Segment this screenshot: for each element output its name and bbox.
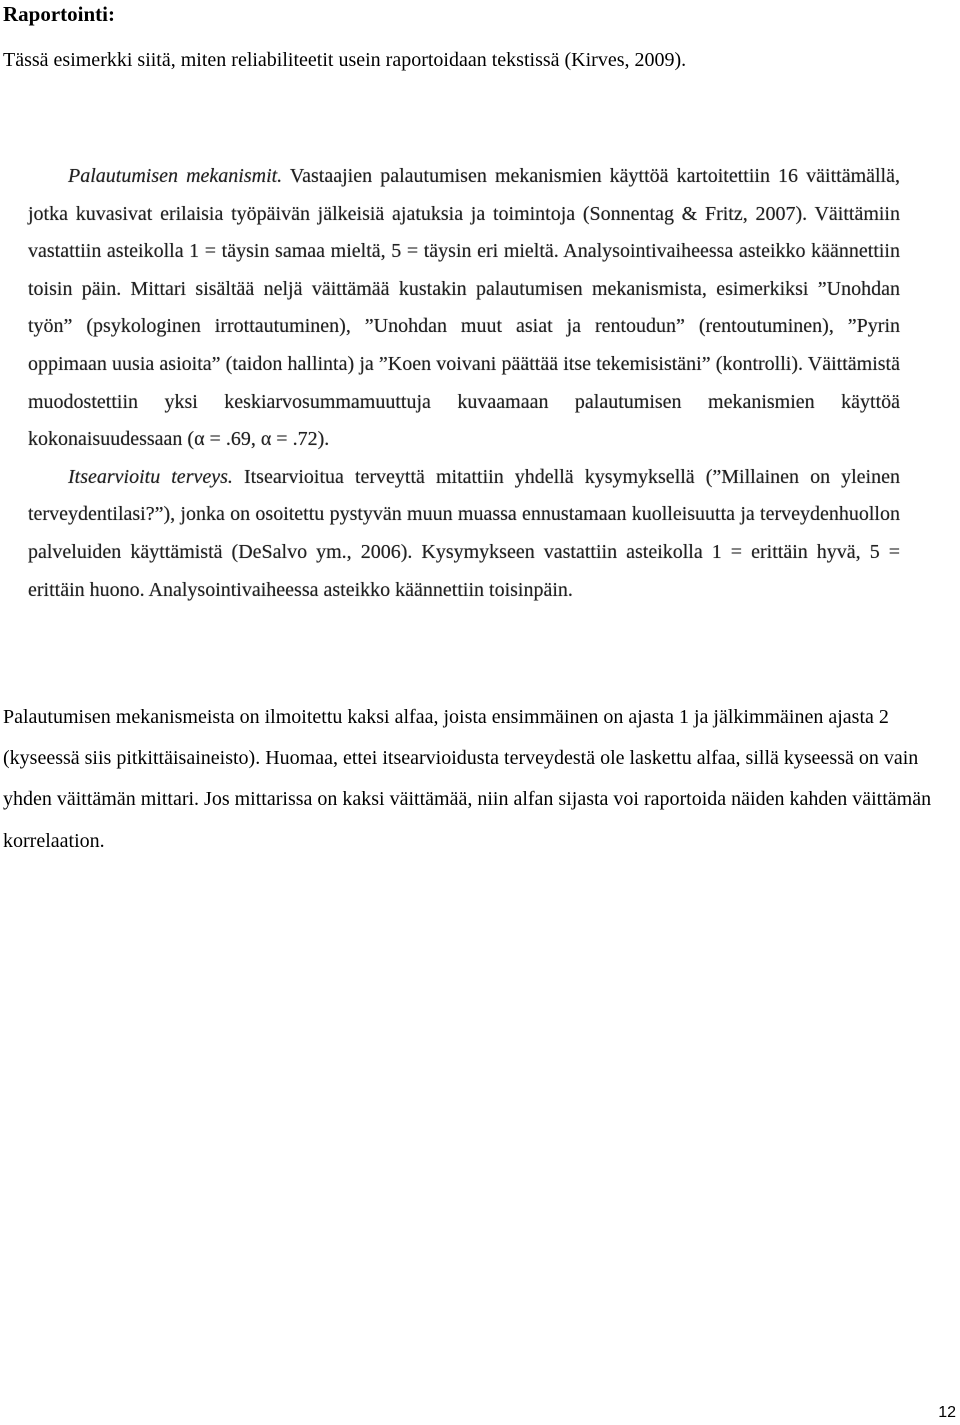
excerpt-lead-self-rated-health: Itsearvioitu terveys. xyxy=(68,465,233,488)
excerpt-lead-recovery-mechanisms: Palautumisen mekanismit. xyxy=(68,165,283,187)
page-number: 12 xyxy=(938,1404,956,1421)
explanation-paragraph: Palautumisen mekanismeista on ilmoitettu kaksi alfaa, joista ensimmäinen on ajasta 1 ja jälkimmäinen ajasta 2 (kyseessä siis pitkittäisaineisto). Huomaa, ettei itsearvioidusta terveydestä ole laskettu alfaa, sillä kyseessä on vain yhden väittämän mittari. Jos mittarissa on kaksi väittämää, niin alfan sijasta voi raportoida näiden kahden väittämän korrelaation. xyxy=(3,706,932,852)
intro-paragraph: Tässä esimerkki siitä, miten reliabiliteetit usein raportoidaan tekstissä (Kirves, 2009). xyxy=(3,49,687,71)
excerpt-paragraph-recovery-mechanisms xyxy=(28,158,900,459)
excerpt-text-recovery-mechanisms: Vastaajien palautumisen mekanismien käyttöä kartoitettiin 16 väittämällä, jotka kuvasivat erilaisia työpäivän jälkeisiä ajatuksia ja toimintoja (Sonnentag & Fritz, 2007). Väittämiin vastattiin asteikolla 1 = täysin samaa mieltä, 5 = täysin eri mieltä. Analysointivaiheessa asteikko käännettiin toisin päin. Mittari sisältää neljä väittämää kustakin palautumisen mekanismista, esimerkiksi ”Unohdan työn” (psykologinen irrottautuminen), ”Unohdan muut asiat ja rentoudun” (rentoutuminen), ”Pyrin oppimaan uusia asioita” (taidon hallinta) ja ”Koen voivani päättää itse tekemisistäni” (kontrolli). Väittämistä muodostettiin yksi keskiarvosummamuuttuja kuvaamaan palautumisen mekanismien käyttöä kokonaisuudessaan (α = .69, α = .72). xyxy=(28,165,900,451)
excerpt-text-self-rated-health: Itsearvioitua terveyttä mitattiin yhdellä kysymyksellä (”Millainen on yleinen terveydentilasi?”), jonka on osoitettu pystyvän muun muassa ennustamaan kuolleisuutta ja terveydenhuollon palveluiden käyttämistä (DeSalvo ym., 2006). Kysymykseen vastattiin asteikolla 1 = erittäin hyvä, 5 = erittäin huono. Analysointivaiheessa asteikko käännettiin toisinpäin. xyxy=(28,465,900,601)
quoted-excerpt-image xyxy=(28,158,900,609)
section-heading: Raportointi: xyxy=(3,2,115,26)
excerpt-paragraph-self-rated-health xyxy=(28,459,900,609)
